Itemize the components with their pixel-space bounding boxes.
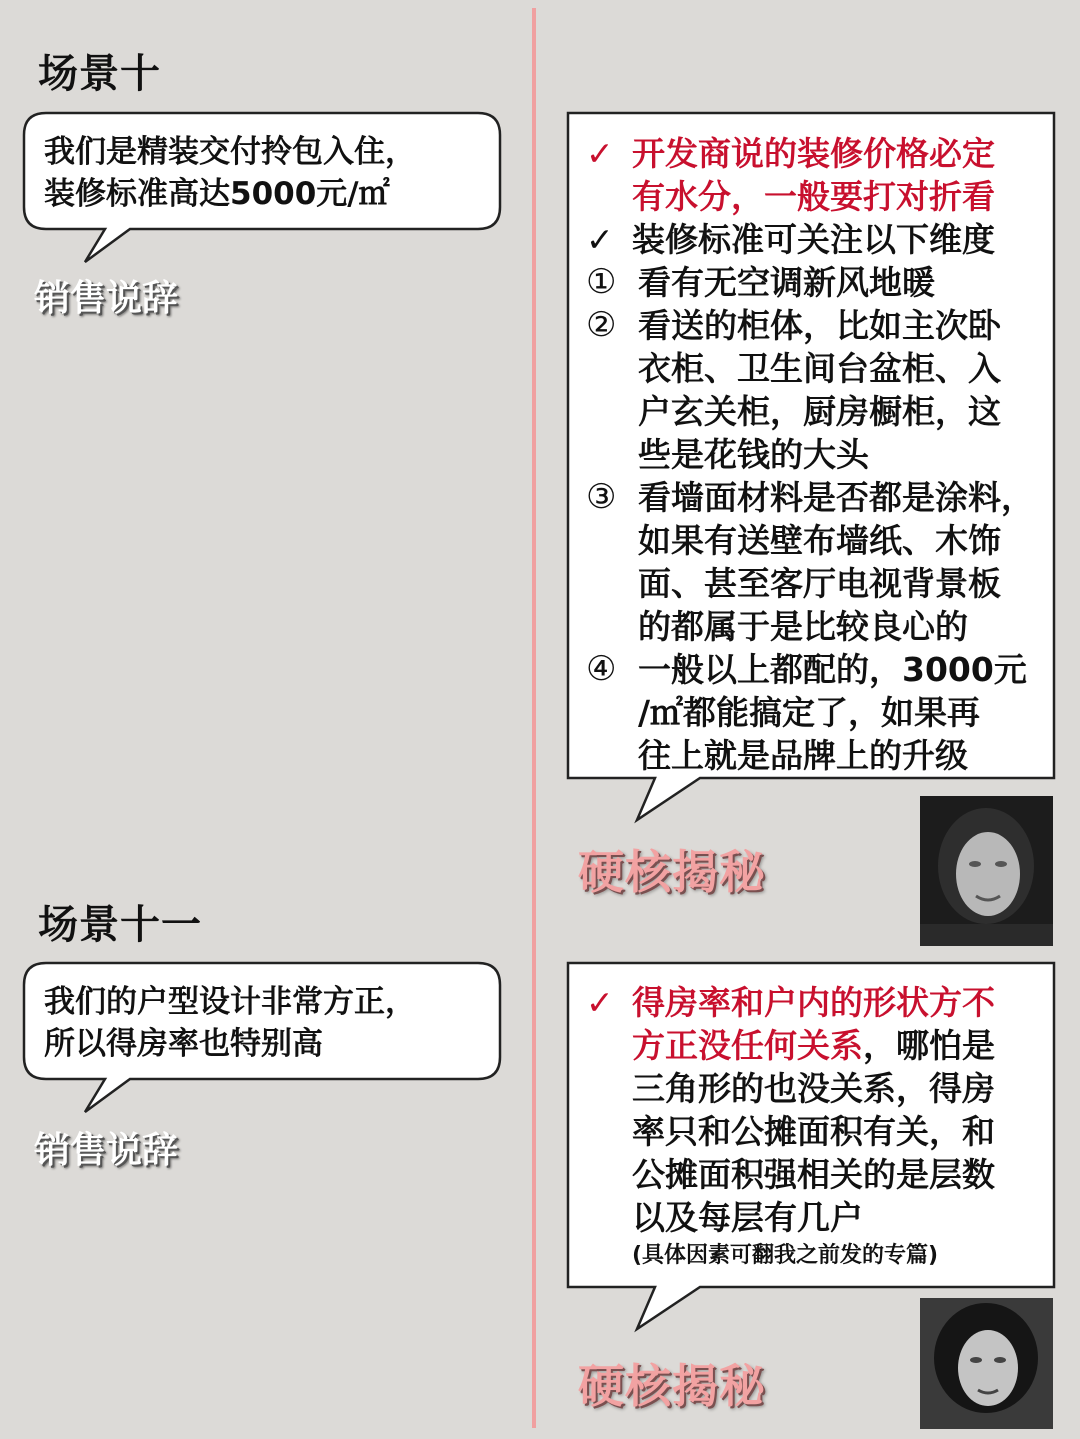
sales-quote-2-line-2: 所以得房率也特别高 [44, 1026, 323, 1062]
sales-quote-1 [44, 131, 416, 215]
point-3 [586, 981, 1046, 1273]
item-1 [586, 261, 1046, 304]
portrait-icon [920, 796, 1053, 946]
item-4-line-2: /㎡都能搞定了，如果再 [638, 693, 981, 732]
reveal-content-2 [586, 981, 1046, 1273]
item-2-line-3: 户玄关柜，厨房橱柜，这 [638, 392, 1001, 431]
reveal-label-1: 硬核揭秘 [578, 845, 766, 899]
item-3-line-2: 如果有送壁布墙纸、木饰 [638, 521, 1001, 560]
point-3-line-5: 公摊面积强相关的是层数 [632, 1155, 995, 1194]
point-1-line-2: 有水分，一般要打对折看 [632, 177, 995, 216]
reveal-label-2: 硬核揭秘 [578, 1359, 766, 1413]
point-3-line-3: 三角形的也没关系，得房 [632, 1069, 995, 1108]
point-3-line-2 [632, 1024, 995, 1067]
circled-number-3: ③ [586, 477, 617, 517]
check-icon: ✓ [586, 134, 614, 173]
circled-number-2: ② [586, 305, 617, 345]
speaker-label-1: 销售说辞 [34, 278, 179, 319]
item-2-line-1: 看送的柜体，比如主次卧 [638, 306, 1001, 345]
point-3-line-6: 以及每层有几户 [632, 1198, 863, 1237]
point-3-line-2-black: ，哪怕是 [863, 1026, 995, 1065]
reaction-photo-1 [920, 796, 1053, 946]
check-icon: ✓ [586, 983, 614, 1022]
point-2 [586, 218, 1046, 261]
reveal-content-1 [586, 132, 1046, 777]
sales-quote-1-line-1: 我们是精装交付拎包入住， [44, 134, 416, 170]
scene-10-title: 场景十 [38, 51, 161, 97]
point-1-line-1: 开发商说的装修价格必定 [632, 134, 995, 173]
circled-number-1: ① [586, 262, 617, 302]
point-2-text: 装修标准可关注以下维度 [632, 220, 995, 259]
point-3-line-4: 率只和公摊面积有关，和 [632, 1112, 995, 1151]
sales-quote-1-line-2: 装修标准高达5000元/㎡ [44, 176, 390, 212]
item-2-line-4: 些是花钱的大头 [638, 435, 869, 474]
item-3-line-3: 面、甚至客厅电视背景板 [638, 564, 1001, 603]
scene-11-title: 场景十一 [38, 902, 202, 948]
item-4-line-1: 一般以上都配的，3000元 [638, 650, 1027, 689]
item-2 [586, 304, 1046, 476]
item-3-line-1: 看墙面材料是否都是涂料， [638, 478, 1034, 517]
item-4-line-3: 往上就是品牌上的升级 [638, 736, 968, 775]
item-3 [586, 476, 1046, 648]
speaker-label-2: 销售说辞 [34, 1130, 179, 1171]
point-3-line-1: 得房率和户内的形状方不 [632, 983, 995, 1022]
circled-number-4: ④ [586, 649, 617, 689]
check-icon: ✓ [586, 220, 614, 259]
sales-quote-2-line-1: 我们的户型设计非常方正， [44, 984, 416, 1020]
item-2-line-2: 衣柜、卫生间台盆柜、入 [638, 349, 1001, 388]
sales-quote-2 [44, 981, 416, 1065]
point-3-line-2-red: 方正没任何关系 [632, 1026, 863, 1065]
item-1-line-1: 看有无空调新风地暖 [638, 263, 935, 302]
footnote: (具体因素可翻我之前发的专篇) [632, 1243, 939, 1268]
item-4 [586, 648, 1046, 777]
item-3-line-4: 的都属于是比较良心的 [638, 607, 968, 646]
point-1 [586, 132, 1046, 218]
reaction-photo-2 [920, 1298, 1053, 1429]
portrait-icon [920, 1298, 1053, 1429]
